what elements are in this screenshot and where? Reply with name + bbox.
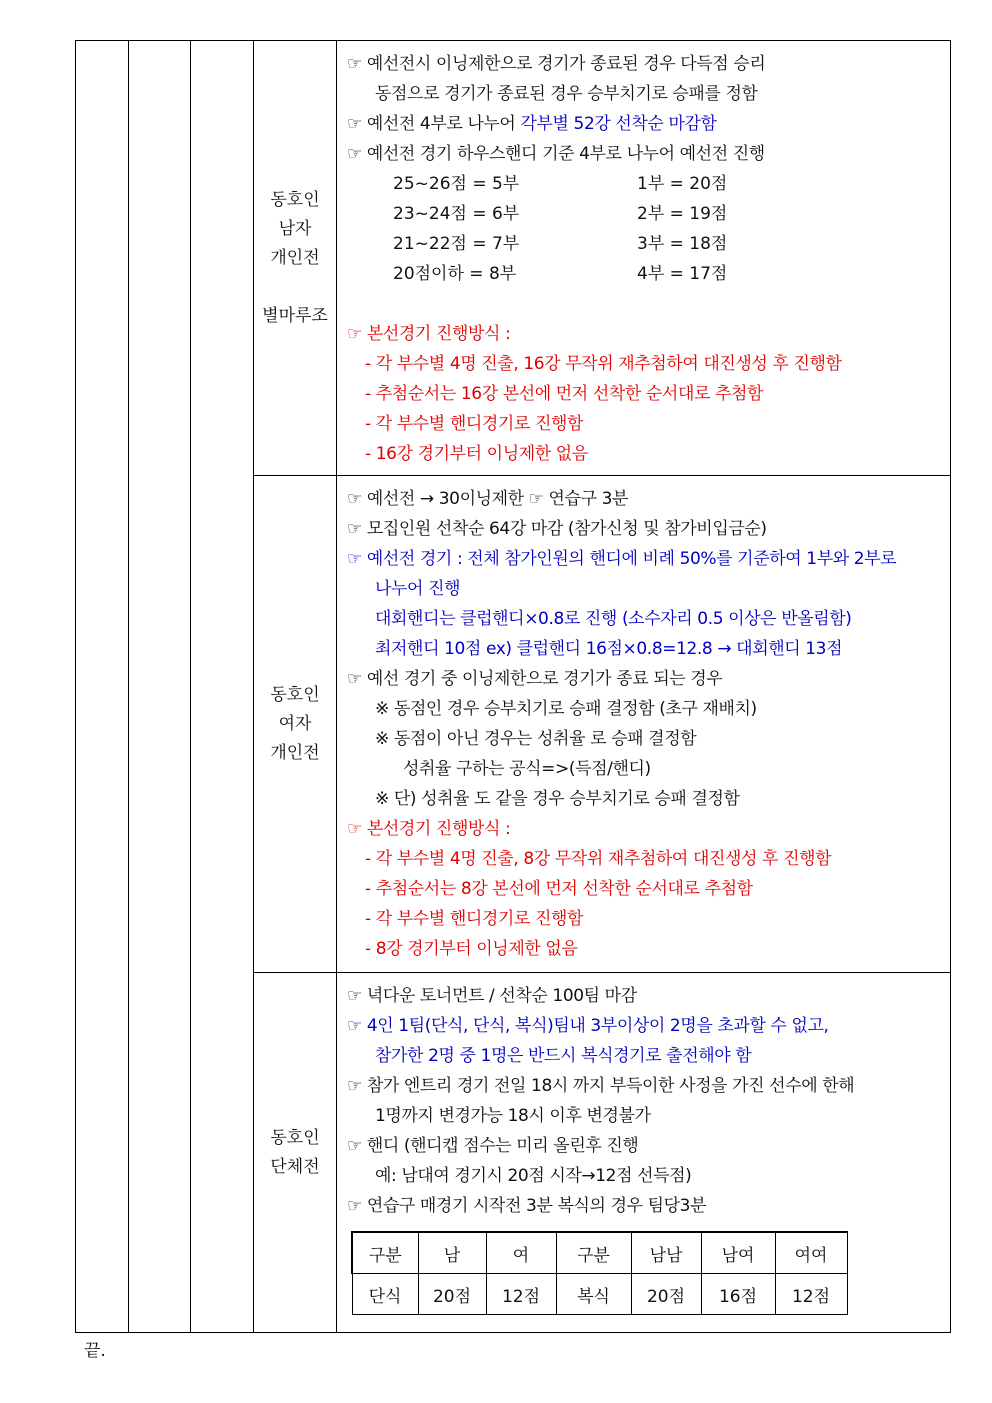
main-round-line: - 각 부수별 4명 진출, 16강 무작위 재추첨하여 대진생성 후 진행함 <box>365 354 842 374</box>
rule-line: ☞ 연습구 매경기 시작전 3분 복식의 경우 팀당3분 <box>347 1196 707 1216</box>
rules-men-individual <box>337 41 951 476</box>
category-team-event: 동호인 단체전 <box>254 973 337 1333</box>
category-women-individual: 동호인 여자 개인전 <box>254 476 337 973</box>
rule-line: 참가한 2명 중 1명은 반드시 복식경기로 출전해야 함 <box>375 1046 752 1066</box>
rule-line: ☞ 모집인원 선착순 64강 마감 (참가신청 및 참가비입금순) <box>347 519 767 539</box>
rule-line: ☞ 예선 경기 중 이닝제한으로 경기가 종료 되는 경우 <box>347 669 723 689</box>
main-round-line: - 추첨순서는 16강 본선에 먼저 선착한 순서대로 추첨함 <box>365 384 764 404</box>
rule-line: 성취율 구하는 공식=>(득점/핸디) <box>403 759 651 779</box>
rules-team-event <box>337 973 951 1333</box>
rule-line: 대회핸디는 클럽핸디×0.8로 진행 (소수자리 0.5 이상은 반올림함) <box>375 609 852 629</box>
division-score-grid: 25~26점 = 5부 1부 = 20점 23~24점 = 6부 2부 = 19점 21~22점 = 7부 3부 = 18점 20점이하 = 8부 4부 = 17점 <box>393 174 728 284</box>
main-round-line: - 추첨순서는 8강 본선에 먼저 선착한 순서대로 추첨함 <box>365 879 753 899</box>
rule-line: ☞ 녁다운 토너먼트 / 선착순 100팀 마감 <box>347 986 637 1006</box>
empty-col-2 <box>129 41 191 1333</box>
rule-line: ☞ 예선전 경기 : 전체 참가인원의 핸디에 비례 50%를 기준하여 1부와 2부로 <box>347 549 897 569</box>
rules-table <box>75 40 951 1333</box>
end-mark: 끝. <box>84 1341 106 1361</box>
main-round-line: - 16강 경기부터 이닝제한 없음 <box>365 444 588 464</box>
empty-col-1 <box>76 41 129 1333</box>
rule-line: ☞ 예선전 → 30이닝제한 ☞ 연습구 3분 <box>347 489 629 509</box>
rule-line: ☞ 4인 1팀(단식, 단식, 복식)팀내 3부이상이 2명을 초과할 수 없고, <box>347 1016 829 1036</box>
rule-line: 예: 남대여 경기시 20점 시작→12점 선득점) <box>375 1166 692 1186</box>
handicap-table-row: 단식 20점 12점 복식 20점 16점 12점 <box>352 1274 847 1315</box>
rule-line: 동점으로 경기가 종료된 경우 승부치기로 승패를 정함 <box>375 84 758 104</box>
rule-line: 최저핸디 10점 ex) 클럽핸디 16점×0.8=12.8 → 대회핸디 13점 <box>375 639 843 659</box>
row-men-individual <box>76 41 951 476</box>
rule-line: 1명까지 변경가능 18시 이후 변경불가 <box>375 1106 651 1126</box>
main-round-line: - 각 부수별 핸디경기로 진행함 <box>365 909 584 929</box>
handicap-table <box>351 1231 848 1315</box>
main-round-line: - 8강 경기부터 이닝제한 없음 <box>365 939 578 959</box>
rule-line: 나누어 진행 <box>375 579 461 599</box>
main-round-line: - 각 부수별 핸디경기로 진행함 <box>365 414 584 434</box>
rule-line: ※ 단) 성취율 도 같을 경우 승부치기로 승패 결정함 <box>375 789 740 809</box>
rule-line: ※ 동점이 아닌 경우는 성취율 로 승패 결정함 <box>375 729 697 749</box>
handicap-table-header: 구분 남 여 구분 남남 남여 여여 <box>352 1232 847 1274</box>
main-round-title: ☞ 본선경기 진행방식 : <box>347 819 511 839</box>
rule-line: ☞ 참가 엔트리 경기 전일 18시 까지 부득이한 사정을 가진 선수에 한해 <box>347 1076 855 1096</box>
main-round-title: ☞ 본선경기 진행방식 : <box>347 324 511 344</box>
rule-line: ※ 동점인 경우 승부치기로 승패 결정함 (초구 재배치) <box>375 699 757 719</box>
rule-line: ☞ 예선전시 이닝제한으로 경기가 종료된 경우 다득점 승리 <box>347 54 766 74</box>
rule-line: ☞ 예선전 경기 하우스핸디 기준 4부로 나누어 예선전 진행 <box>347 144 765 164</box>
rule-line: ☞ 핸디 (핸디캡 점수는 미리 올린후 진행 <box>347 1136 639 1156</box>
rule-line: ☞ 예선전 4부로 나누어 각부별 52강 선착순 마감함 <box>347 114 717 134</box>
main-round-line: - 각 부수별 4명 진출, 8강 무작위 재추첨하여 대진생성 후 진행함 <box>365 849 832 869</box>
empty-col-3 <box>191 41 254 1333</box>
rules-women-individual <box>337 476 951 973</box>
category-men-individual: 동호인 남자 개인전 별마루조 <box>254 41 337 476</box>
